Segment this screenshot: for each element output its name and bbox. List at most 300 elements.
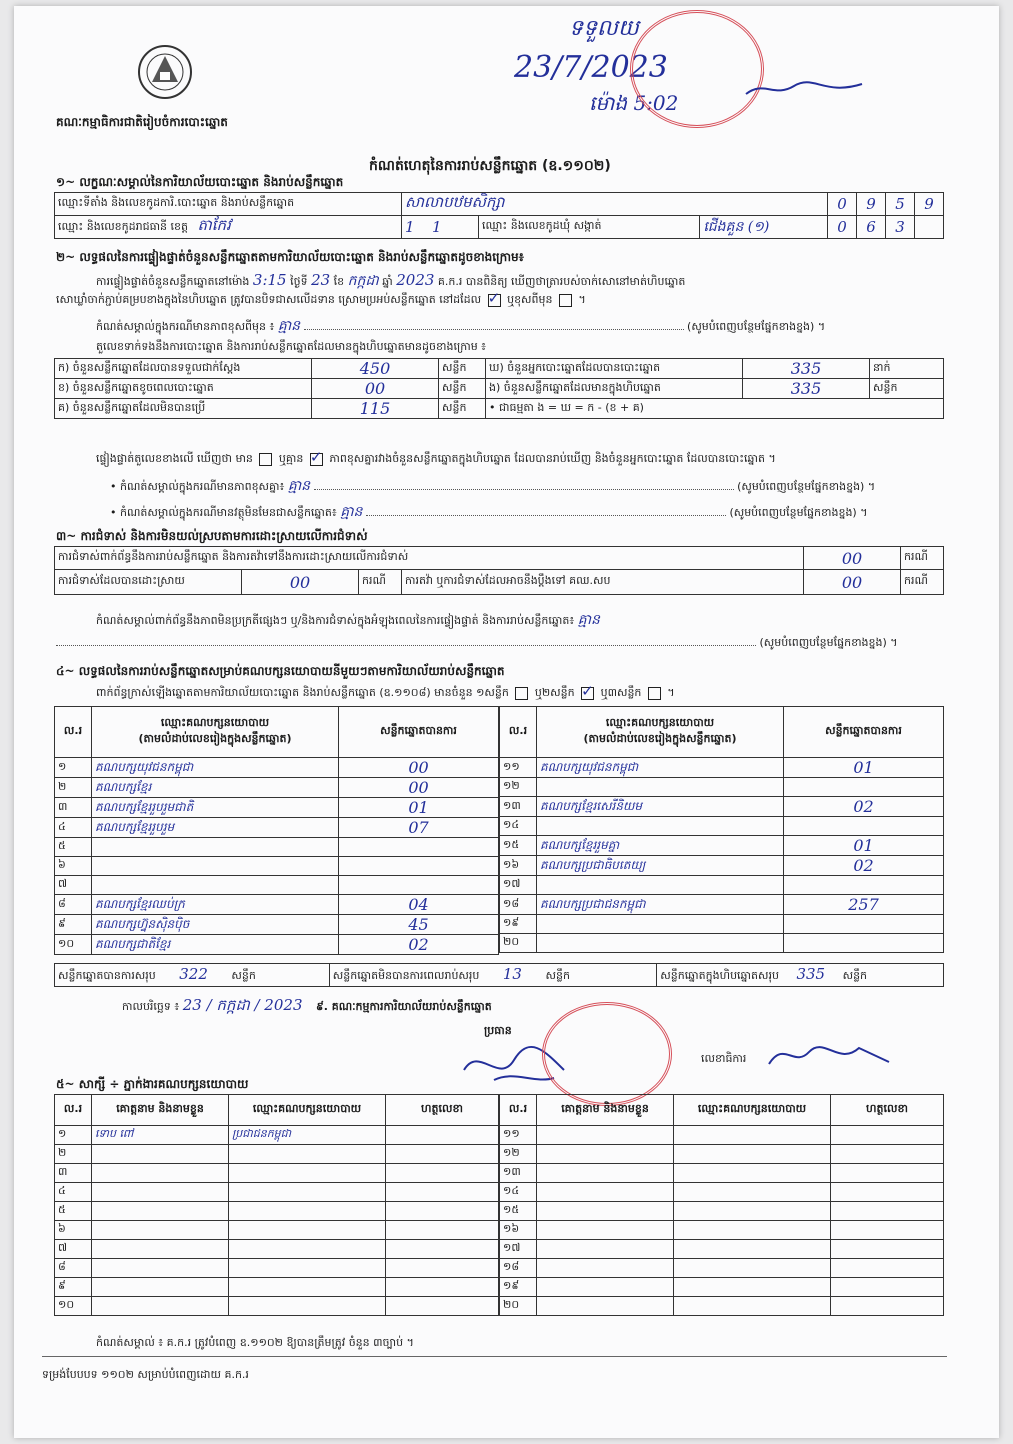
row-number: ១០: [55, 1297, 92, 1316]
official-stamp-icon: [542, 1002, 672, 1106]
witness-name: [537, 1145, 674, 1164]
party-name: គណបក្សខ្មែរសេរីនិយម: [537, 797, 784, 817]
s2-bullet2-value: គ្មាន: [340, 504, 363, 520]
table-row: [500, 817, 944, 836]
dotted-line: [304, 329, 684, 330]
s2-row-d-value: 335: [743, 359, 870, 379]
s2-year: 2023: [396, 271, 435, 289]
vote-count: [784, 817, 944, 836]
row-number: ១៧: [500, 876, 537, 895]
row-number: ១៤: [500, 817, 537, 836]
total-box-label: សន្លឹកឆ្នោតក្នុងហិបឆ្នោតសរុប: [660, 969, 779, 982]
row-number: ២: [55, 1145, 92, 1164]
table-row: [55, 857, 499, 876]
row-number: ១៥: [500, 836, 537, 856]
s1-row2-commune-value: ជើងគួន (១): [700, 216, 828, 239]
party-name: គណបក្សយុវជនកម្ពុជា: [537, 758, 784, 778]
s2-row-c-value: 115: [312, 399, 439, 419]
row-number: ៦: [55, 857, 92, 876]
s2-line1-a: ការផ្ទៀងផ្ទាត់ចំនួនសន្លឹកឆ្នោតនៅម៉ោង: [96, 275, 250, 288]
witness-name: [92, 1202, 229, 1221]
s2-row-c-label: គ) ចំនួនសន្លឹកឆ្នោតដែលមិនបានប្រើ: [55, 399, 312, 419]
table-row: [500, 1145, 944, 1164]
vote-count: 01: [784, 836, 944, 856]
page-title: កំណត់ហេតុនៃការរាប់សន្លឹកឆ្នោត (ឧ.១១០២): [369, 158, 611, 174]
s5-witness-table-right: [499, 1094, 944, 1316]
table-row: [55, 895, 499, 915]
party-name: [537, 817, 784, 836]
checkbox-2-sheets[interactable]: [581, 687, 594, 700]
s3-row2-label: ការជំទាស់ដែលបានដោះស្រាយ: [55, 570, 242, 595]
total-valid: [55, 964, 330, 987]
s3-note-line2: [56, 636, 936, 652]
witness-name: [537, 1297, 674, 1316]
party-name: គណបក្សជាតិខ្មែរ: [92, 935, 339, 955]
code-digit: 0: [828, 216, 857, 239]
col-votes: សន្លឹកឆ្នោតបានការ: [784, 707, 944, 758]
vote-count: [339, 876, 499, 895]
col-votes: សន្លឹកឆ្នោតបានការ: [339, 707, 499, 758]
section3-heading: ៣~ ការជំទាស់ និងការមិនយល់ស្របតាមការដោះស្រាយលើការជំទាស់: [56, 529, 368, 543]
row-number: ១០: [55, 935, 92, 955]
witness-signature: [386, 1126, 499, 1145]
s2-day: 23: [311, 271, 331, 289]
table-row: [500, 1164, 944, 1183]
witness-name: [537, 1259, 674, 1278]
s2-row-e-unit: សន្លឹក: [870, 379, 944, 399]
s2-bullet2-label: • កំណត់សម្គាល់ក្នុងករណីមានវត្ថុមិនមែនជាសន្លឹកឆ្នោត៖: [110, 506, 337, 519]
total-box: [657, 964, 944, 987]
table-row: [55, 1164, 499, 1183]
col-party: [92, 707, 339, 758]
witness-name: [537, 1278, 674, 1297]
row-number: ២០: [500, 934, 537, 953]
witness-party: [674, 1221, 831, 1240]
table-row: [500, 856, 944, 876]
table-row: [55, 1202, 499, 1221]
s3-row2-value2: 00: [804, 570, 901, 595]
s5-left-body: [55, 1126, 499, 1316]
witness-name: [537, 1221, 674, 1240]
witness-name: [92, 1278, 229, 1297]
row-number: ១៩: [500, 915, 537, 934]
row-number: ១២: [500, 1145, 537, 1164]
s2-bullet1-label: • កំណត់សម្គាល់ក្នុងករណីមានភាពខុសគ្នា៖: [110, 480, 285, 493]
footer-form-note: ទម្រង់បែបបទ ១១០២ សម្រាប់បំពេញដោយ គ.ក.រ: [42, 1368, 249, 1381]
witness-signature: [386, 1145, 499, 1164]
footer-note: កំណត់សម្គាល់ ៖ គ.ក.រ ត្រូវបំពេញ ឧ.១១០២ ឱ្យបានត្រឹមត្រូវ ចំនួន ៣ច្បាប់ ។: [96, 1336, 414, 1349]
party-name: [92, 857, 339, 876]
witness-party: [674, 1240, 831, 1259]
col-name: គោត្តនាម និងនាមខ្លួន: [92, 1095, 229, 1126]
witness-name: ទោប ពៅ: [92, 1126, 229, 1145]
col-sign: ហត្ថលេខា: [831, 1095, 944, 1126]
s4-results-table-right: [499, 706, 944, 953]
party-name: [537, 778, 784, 797]
witness-party: [229, 1145, 386, 1164]
row-number: ១៥: [500, 1202, 537, 1221]
row-number: ៨: [55, 1259, 92, 1278]
witness-party: [674, 1126, 831, 1145]
witness-signature: [386, 1259, 499, 1278]
table-row: [55, 798, 499, 818]
party-name: គណបក្សប្រជាជនកម្ពុជា: [537, 895, 784, 915]
party-name: [537, 876, 784, 895]
form-page: [14, 6, 999, 1438]
checkbox-3-sheets[interactable]: [648, 687, 661, 700]
col-party: ឈ្មោះគណបក្សនយោបាយ: [229, 1095, 386, 1126]
witness-party: [674, 1164, 831, 1183]
vote-count: 00: [339, 778, 499, 798]
witness-party: [229, 1278, 386, 1297]
row-number: ៤: [55, 1183, 92, 1202]
table-row: [500, 778, 944, 797]
witness-name: [92, 1145, 229, 1164]
s5-right-body: [500, 1126, 944, 1316]
code-digit: 5: [886, 193, 915, 216]
table-row: [55, 1278, 499, 1297]
witness-name: [537, 1183, 674, 1202]
checkbox-no-difference[interactable]: [310, 453, 323, 466]
chair-label: ប្រធាន: [484, 1024, 512, 1037]
table-row: [55, 1183, 499, 1202]
s2-fill-hint: (សូមបំពេញបន្ថែមផ្នែកខាងខ្នង) ។: [687, 320, 826, 333]
s2-line2-opt1: ឬខុសពីមុន: [507, 293, 553, 306]
row-number: ១៦: [500, 1221, 537, 1240]
official-stamp-icon: [630, 10, 764, 128]
row-number: ១៤: [500, 1183, 537, 1202]
s3-row2-value: 00: [242, 570, 359, 595]
witness-signature: [386, 1297, 499, 1316]
party-name: [92, 876, 339, 895]
table-row: [55, 935, 499, 955]
witness-signature: [831, 1183, 944, 1202]
total-invalid: [329, 964, 657, 987]
s4-right-body: [500, 758, 944, 953]
total-box-value: 335: [796, 965, 826, 983]
vote-count: 257: [784, 895, 944, 915]
witness-party: ប្រជាជនកម្ពុជា: [229, 1126, 386, 1145]
witness-name: [92, 1221, 229, 1240]
s3-note: [96, 610, 600, 631]
table-row: [500, 1297, 944, 1316]
checkbox-same[interactable]: [488, 294, 501, 307]
vote-count: 02: [784, 856, 944, 876]
s2-formula: • ជាធម្មតា ង = ឃ = ក - (ខ + គ): [486, 399, 944, 419]
witness-party: [229, 1221, 386, 1240]
s4-totals: [54, 963, 944, 987]
table-row: [500, 1183, 944, 1202]
table-row: [500, 1240, 944, 1259]
s3-row2-mid: ការតវ៉ា ឬការជំទាស់ដែលអាចនឹងប្ដឹងទៅ គឈ.សប: [402, 570, 804, 595]
s2-row-a-label: ក) ចំនួនសន្លឹកឆ្នោតដែលបានទទួលជាក់ស្ដែង: [55, 359, 312, 379]
witness-party: [229, 1183, 386, 1202]
witness-signature: [386, 1183, 499, 1202]
section5-heading: ៥~ សាក្សី ÷ ភ្នាក់ងារគណបក្សនយោបាយ: [56, 1077, 249, 1091]
s4-opt2: ឬ២សន្លឹក: [534, 686, 575, 699]
witness-signature: [831, 1221, 944, 1240]
s2-row-e-label: ង) ចំនួនសន្លឹកឆ្នោតដែលមានក្នុងហិបឆ្នោត: [486, 379, 743, 399]
row-number: ៥: [55, 838, 92, 857]
witness-party: [674, 1145, 831, 1164]
witness-name: [537, 1164, 674, 1183]
table-row: [55, 1221, 499, 1240]
vote-count: 02: [339, 935, 499, 955]
row-number: ៧: [55, 876, 92, 895]
s2-row-d-unit: នាក់: [870, 359, 944, 379]
table-row: [500, 1202, 944, 1221]
total-invalid-label: សន្លឹកឆ្នោតមិនបានការពេលរាប់សរុប: [332, 969, 480, 982]
s2-row-a-unit: សន្លឹក: [439, 359, 486, 379]
witness-party: [674, 1297, 831, 1316]
party-name: គណបក្សយុវជនកម្ពុជា: [92, 758, 339, 778]
s4-date: [122, 996, 492, 1018]
col-party: ឈ្មោះគណបក្សនយោបាយ: [674, 1095, 831, 1126]
signature-top-icon: [744, 76, 864, 100]
table-row: [55, 1126, 499, 1145]
s3-fill-hint: (សូមបំពេញបន្ថែមផ្នែកខាងខ្នង) ។: [759, 636, 898, 649]
row-number: ១: [55, 758, 92, 778]
table-row: [500, 934, 944, 953]
row-number: ១៨: [500, 895, 537, 915]
table-row: [55, 876, 499, 895]
party-name: [537, 915, 784, 934]
s3-row1-label: ការជំទាស់ពាក់ព័ន្ធនឹងការរាប់សន្លឹកឆ្នោត និងការតវ៉ាទៅនឹងការដោះស្រាយលើការជំទាស់: [55, 547, 804, 570]
s2-row-a-value: 450: [312, 359, 439, 379]
s2-row-b-unit: សន្លឹក: [439, 379, 486, 399]
total-valid-label: សន្លឹកឆ្នោតបានការសរុប: [58, 969, 156, 982]
witness-name: [92, 1164, 229, 1183]
witness-signature: [386, 1240, 499, 1259]
party-name: [537, 934, 784, 953]
row-number: ១១: [500, 1126, 537, 1145]
witness-party: [229, 1297, 386, 1316]
s2-row-d-label: ឃ) ចំនួនអ្នកបោះឆ្នោតដែលបានបោះឆ្នោត: [486, 359, 743, 379]
vote-count: [784, 915, 944, 934]
row-number: ១៨: [500, 1259, 537, 1278]
table-row: [55, 1297, 499, 1316]
s2-row-b-value: 00: [312, 379, 439, 399]
code-digit: 9: [857, 193, 886, 216]
party-name: គណបក្សហ្វ៊ុនស៊ិនប៉ិច: [92, 915, 339, 935]
dotted-line: [314, 489, 734, 490]
s2-line1-c: ខែ: [333, 275, 345, 288]
row-number: ១៦: [500, 856, 537, 876]
section4-heading: ៤~ លទ្ធផលនៃការរាប់សន្លឹកឆ្នោតសម្រាប់គណបក្សនយោបាយនីមួយៗតាមការិយាល័យរាប់សន្លឹកឆ្នោត: [56, 664, 505, 678]
section1-heading: ១~ លក្ខណៈសម្គាល់នៃការិយាល័យបោះឆ្នោត និងរាប់សន្លឹកឆ្នោត: [56, 175, 344, 189]
party-name: គណបក្សខ្មែររួបរួម: [92, 818, 339, 838]
row-number: ៤: [55, 818, 92, 838]
party-name: [92, 838, 339, 857]
party-name: គណបក្សខ្មែររួមគ្នា: [537, 836, 784, 856]
s2-intro: តួលេខទាក់ទងនឹងការបោះឆ្នោត និងការរាប់សន្លឹកឆ្នោតដែលមានក្នុងហិបឆ្នោតមានដូចខាងក្រោម ៖: [96, 340, 487, 353]
col-sign: ហត្ថលេខា: [386, 1095, 499, 1126]
s1-row2: [55, 216, 402, 239]
table-row: [500, 758, 944, 778]
table-row: [500, 1259, 944, 1278]
witness-signature: [831, 1164, 944, 1183]
s1-row1-label: ឈ្មោះទីតាំង និងលេខកូដការិ.បោះឆ្នោត និងរាប់សន្លឹកឆ្នោត: [55, 193, 402, 216]
witness-signature: [831, 1202, 944, 1221]
row-number: ៩: [55, 1278, 92, 1297]
s2-row-e-value: 335: [743, 379, 870, 399]
code-digit: 3: [886, 216, 915, 239]
section1-table: [54, 192, 944, 239]
table-row: [500, 1126, 944, 1145]
table-row: [55, 818, 499, 838]
witness-signature: [831, 1126, 944, 1145]
s2-fill-hint: (សូមបំពេញបន្ថែមផ្នែកខាងខ្នង) ។: [729, 506, 868, 519]
s2-note-value: គ្មាន: [277, 318, 301, 334]
s1-row2-codes: [402, 216, 479, 239]
secretary-label: លេខាធិការ: [701, 1052, 747, 1065]
party-name: គណបក្សខ្មែររួបរួមជាតិ: [92, 798, 339, 818]
witness-party: [674, 1278, 831, 1297]
witness-name: [537, 1126, 674, 1145]
s3-note-value: គ្មាន: [577, 612, 600, 628]
s4-left-body: [55, 758, 499, 955]
row-number: ១៣: [500, 1164, 537, 1183]
col-party-sub: (តាមលំដាប់លេខរៀងក្នុងសន្លឹកឆ្នោត): [138, 732, 292, 745]
s2-bullet2: [110, 502, 867, 523]
vote-count: 07: [339, 818, 499, 838]
total-invalid-value: 13: [502, 965, 522, 983]
witness-party: [229, 1259, 386, 1278]
date-label: កាលបរិច្ឆេទ ៖: [122, 1000, 180, 1013]
col-no: ល.រ: [500, 1095, 537, 1126]
col-party-title: ឈ្មោះគណបក្សនយោបាយ: [605, 716, 715, 729]
row-number: ១១: [500, 758, 537, 778]
s2-line1-e: គ.ក.រ បានពិនិត្យ ឃើញថាត្រារបស់ចាក់សោនៅមាត់ហិបឆ្នោត: [437, 275, 686, 288]
total-valid-unit: សន្លឹក: [231, 969, 256, 982]
sign-org: ៩. គណៈកម្មការការិយាល័យរាប់សន្លឹកឆ្នោត: [315, 1000, 492, 1013]
empty-cell: [915, 216, 944, 239]
table-row: [55, 778, 499, 798]
s2-row-b-label: ខ) ចំនួនសន្លឹកឆ្នោតខូចពេលបោះឆ្នោត: [55, 379, 312, 399]
s2-time: 3:15: [252, 271, 287, 289]
witness-name: [92, 1297, 229, 1316]
checkbox-has-difference[interactable]: [259, 453, 272, 466]
row-number: ៧: [55, 1240, 92, 1259]
footer-divider: [42, 1356, 947, 1357]
witness-signature: [386, 1202, 499, 1221]
table-row: [500, 797, 944, 817]
table-row: [500, 895, 944, 915]
total-valid-value: 322: [179, 965, 208, 983]
row-number: ៣: [55, 798, 92, 818]
s4-intro: ពាក់ព័ន្ធក្រាស់ឡើងឆ្នោតតាមការិយាល័យបោះឆ្នោត និងរាប់សន្លឹកឆ្នោត (ឧ.១១០៨) មានចំនួន ១សន្លឹក ឬ២សន្លឹក ✓ ឬ៣សន្លឹក ។: [96, 686, 675, 702]
witness-name: [537, 1240, 674, 1259]
s2-line1-d: ឆ្នាំ: [382, 275, 393, 288]
total-box-unit: សន្លឹក: [842, 969, 868, 982]
col-no: ល.រ: [500, 707, 537, 758]
org-name: គណៈកម្មាធិការជាតិរៀបចំការបោះឆ្នោត: [56, 115, 228, 129]
code-digit: 0: [828, 193, 857, 216]
col-no: ល.រ: [55, 707, 92, 758]
witness-signature: [386, 1221, 499, 1240]
party-name: គណបក្សខ្មែរ: [92, 778, 339, 798]
col-party: [537, 707, 784, 758]
table-row: [55, 1145, 499, 1164]
s2-month: កក្កដា: [347, 273, 379, 289]
col-party-title: ឈ្មោះគណបក្សនយោបាយ: [160, 716, 270, 729]
s2-note: [96, 316, 936, 337]
s3-row1-value: 00: [804, 547, 901, 570]
row-number: ៥: [55, 1202, 92, 1221]
row-number: ១: [55, 1126, 92, 1145]
vote-count: 01: [784, 758, 944, 778]
witness-party: [674, 1202, 831, 1221]
s1-row2-value: តាកែវ: [197, 216, 231, 234]
code-digit: 9: [915, 193, 944, 216]
vote-count: [784, 934, 944, 953]
row-number: ៩: [55, 915, 92, 935]
witness-signature: [386, 1164, 499, 1183]
witness-party: [674, 1259, 831, 1278]
witness-party: [229, 1202, 386, 1221]
s4-intro-text: ពាក់ព័ន្ធក្រាស់ឡើងឆ្នោតតាមការិយាល័យបោះឆ្នោត និងរាប់សន្លឹកឆ្នោត (ឧ.១១០៨) មានចំនួន ១សន្លឹក: [96, 686, 509, 699]
s5-witness-table-left: [54, 1094, 499, 1316]
s3-row2-unit2: ករណី: [901, 570, 944, 595]
code-digit: 1: [405, 218, 415, 236]
witness-signature: [386, 1278, 499, 1297]
row-number: ២០: [500, 1297, 537, 1316]
s1-row1-value: សាលាបឋមសិក្សា: [402, 193, 828, 216]
witness-signature: [831, 1240, 944, 1259]
row-number: ២: [55, 778, 92, 798]
handwritten-received: ទទួលយ: [569, 16, 639, 41]
s3-row2-unit: ករណី: [359, 570, 402, 595]
table-row: [500, 876, 944, 895]
witness-party: [229, 1240, 386, 1259]
checkbox-different[interactable]: [559, 294, 572, 307]
table-row: [500, 915, 944, 934]
s2-line1-b: ថ្ងៃទី: [290, 275, 308, 288]
vote-count: 00: [339, 758, 499, 778]
s4-results-table-left: [54, 706, 499, 955]
vote-count: 02: [784, 797, 944, 817]
s1-row2-label: ឈ្មោះ និងលេខកូដរាជធានី ខេត្ត: [58, 220, 188, 233]
witness-name: [92, 1259, 229, 1278]
s2-bullet1-value: គ្មាន: [287, 478, 311, 494]
table-row: [55, 758, 499, 778]
s2-compare-rest: ភាពខុសគ្នារវាងចំនួនសន្លឹកឆ្នោតក្នុងហិបឆ្នោត ដែលបានរាប់ឃើញ និងចំនួនអ្នកបោះឆ្នោត ដែលបានបោះឆ្នោត ។: [329, 452, 776, 465]
s3-table: [54, 546, 944, 595]
vote-count: [339, 857, 499, 876]
s2-bullet1: [110, 476, 875, 497]
table-row: [500, 836, 944, 856]
table-row: [55, 1240, 499, 1259]
s2-compare-text: ផ្ទៀងផ្ទាត់តួលេខខាងលើ ឃើញថា មាន: [96, 452, 253, 465]
s3-row1-unit: ករណី: [901, 547, 944, 570]
row-number: ៨: [55, 895, 92, 915]
row-number: ៣: [55, 1164, 92, 1183]
total-invalid-unit: សន្លឹក: [545, 969, 570, 982]
vote-count: 45: [339, 915, 499, 935]
party-name: គណបក្សខ្មែរឈប់ក្រ: [92, 895, 339, 915]
s4-opt3: ឬ៣សន្លឹក: [600, 686, 642, 699]
row-number: ១២: [500, 778, 537, 797]
checkbox-1-sheet[interactable]: [515, 687, 528, 700]
row-number: ១៧: [500, 1240, 537, 1259]
witness-signature: [831, 1259, 944, 1278]
s2-line2-text: សោឃ្លាំចាក់ភ្ជាប់គម្របខាងក្នុងនៃហិបឆ្នោត ត្រូវបានបិទជាសលើដទាន ស្រោមប្រអប់សន្លឹកឆ្នោត នៅដដែល: [56, 293, 482, 306]
col-party-sub: (តាមលំដាប់លេខរៀងក្នុងសន្លឹកឆ្នោត): [583, 732, 737, 745]
s1-row2-commune-label: ឈ្មោះ និងលេខកូដឃុំ សង្កាត់: [479, 216, 700, 239]
date-value: 23 / កក្កដា / 2023: [182, 996, 303, 1014]
witness-signature: [831, 1297, 944, 1316]
witness-signature: [831, 1145, 944, 1164]
